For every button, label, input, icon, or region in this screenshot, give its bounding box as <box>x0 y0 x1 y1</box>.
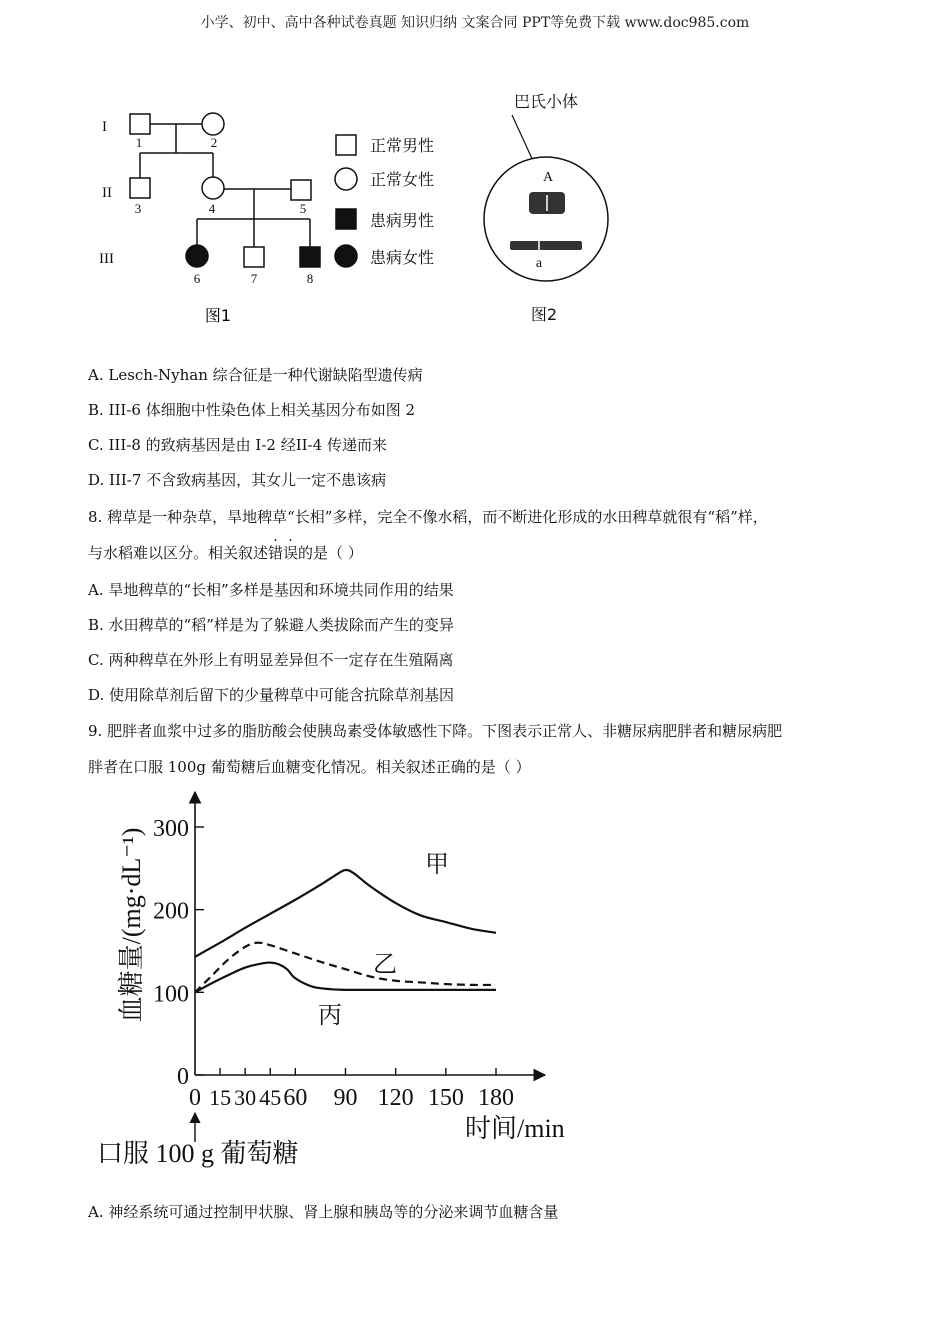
gene-a-label: a <box>535 256 543 271</box>
figure1-caption: 图1 <box>204 306 232 325</box>
individual-3-normal-male <box>130 178 150 198</box>
individual-number: 6 <box>193 271 201 286</box>
y-tick-label: 100 <box>153 981 189 1008</box>
individual-number: 7 <box>250 271 258 286</box>
individual-number: 3 <box>134 201 142 216</box>
x-tick-label: 60 <box>283 1085 308 1111</box>
emphasized-char: 误 <box>283 544 299 562</box>
q8-stem-line1: 8. 稗草是一种杂草，旱地稗草“长相”多样，完全不像水稻，而不断进化形成的水田稗草就很有“稻”样， <box>88 508 768 526</box>
individual-number: 8 <box>306 271 314 286</box>
individual-4-normal-female <box>202 177 224 199</box>
q7-option-c: C. III-8 的致病基因是由 I-2 经II-4 传递而来 <box>88 436 387 454</box>
barr-body-figure <box>470 85 630 330</box>
q9-stem-line2: 胖者在口服 100g 葡萄糖后血糖变化情况。相关叙述正确的是（ ） <box>88 758 531 776</box>
q7-option-a: A. Lesch-Nyhan 综合征是一种代谢缺陷型遗传病 <box>88 366 423 384</box>
legend-label: 正常男性 <box>370 136 435 155</box>
q8-option-d: D. 使用除草剂后留下的少量稗草中可能含抗除草剂基因 <box>88 686 455 704</box>
legend-label: 正常女性 <box>370 170 435 189</box>
q8-stem-post: 的是（ ） <box>298 544 363 562</box>
x-chromosome <box>510 241 582 250</box>
individual-5-normal-male <box>291 180 311 200</box>
legend-label: 患病男性 <box>370 211 435 230</box>
x-tick-label: 45 <box>259 1085 282 1110</box>
y-axis-label: 血糖量/(mg·dL⁻¹) <box>117 827 146 1023</box>
q8-option-a: A. 旱地稗草的“长相”多样是基因和环境共同作用的结果 <box>88 581 454 599</box>
x-tick-label: 15 <box>209 1085 232 1110</box>
q8-stem-pre: 与水稻难以区分。相关叙述 <box>88 544 269 562</box>
individual-7-normal-male <box>244 247 264 267</box>
y-tick-label: 200 <box>153 898 189 925</box>
series-label: 乙 <box>373 950 397 978</box>
pedigree-figure <box>90 95 460 335</box>
individual-6-affected-female <box>186 245 208 267</box>
page-header: 小学、初中、高中各种试卷真题 知识归纳 文案合同 PPT等免费下载 www.doc985.com <box>200 15 750 31</box>
series-line-2 <box>195 943 496 993</box>
q9-stem-line1: 9. 肥胖者血浆中过多的脂肪酸会使胰岛素受体敏感性下降。下图表示正常人、非糖尿病肥胖者和糖尿病肥 <box>88 722 783 740</box>
legend-normal-male-symbol <box>336 135 356 155</box>
q8-stem-line2 <box>88 543 363 563</box>
individual-1-normal-male <box>130 114 150 134</box>
x-tick-label: 90 <box>333 1085 358 1111</box>
y-tick-label: 300 <box>153 816 189 842</box>
individual-8-affected-male <box>300 247 320 267</box>
generation-label: II <box>102 185 112 201</box>
x-tick-label: 180 <box>478 1085 514 1111</box>
individual-number: 4 <box>208 201 216 216</box>
legend-normal-female-symbol <box>335 168 357 190</box>
emphasized-char: 错 <box>268 544 284 562</box>
blood-glucose-chart <box>0 780 620 1180</box>
q8-option-c: C. 两种稗草在外形上有明显差异但不一定存在生殖隔离 <box>88 651 454 669</box>
x-axis-label: 时间/min <box>465 1114 565 1143</box>
q7-option-d: D. III-7 不含致病基因，其女儿一定不患该病 <box>88 471 387 489</box>
barr-body-label: 巴氏小体 <box>514 92 579 111</box>
series-line-1 <box>195 870 496 957</box>
gene-A-label: A <box>542 170 554 185</box>
q9-option-a: A. 神经系统可通过控制甲状腺、肾上腺和胰岛等的分泌来调节血糖含量 <box>88 1203 559 1221</box>
individual-number: 5 <box>299 201 307 216</box>
series-label: 甲 <box>425 850 449 878</box>
figure2-caption: 图2 <box>530 305 558 324</box>
generation-label: I <box>102 119 107 135</box>
intake-annotation: 口服 100 g 葡萄糖 <box>97 1139 299 1168</box>
y-tick-label: 0 <box>177 1064 189 1090</box>
legend-label: 患病女性 <box>370 248 435 267</box>
legend-affected-female-symbol <box>335 245 357 267</box>
series-line-3 <box>195 963 496 993</box>
individual-number: 1 <box>135 135 143 150</box>
x-tick-label: 150 <box>427 1085 464 1111</box>
legend-affected-male-symbol <box>336 209 356 229</box>
individual-2-normal-female <box>202 113 224 135</box>
generation-label: III <box>99 251 114 267</box>
q7-option-b: B. III-6 体细胞中性染色体上相关基因分布如图 2 <box>88 401 416 419</box>
q8-option-b: B. 水田稗草的“稻”样是为了躲避人类拔除而产生的变异 <box>88 616 454 634</box>
x-tick-label: 30 <box>234 1085 257 1110</box>
series-label: 丙 <box>318 1001 342 1029</box>
individual-number: 2 <box>210 135 218 150</box>
x-tick-label: 120 <box>377 1085 414 1111</box>
x-tick-label: 0 <box>189 1085 201 1111</box>
